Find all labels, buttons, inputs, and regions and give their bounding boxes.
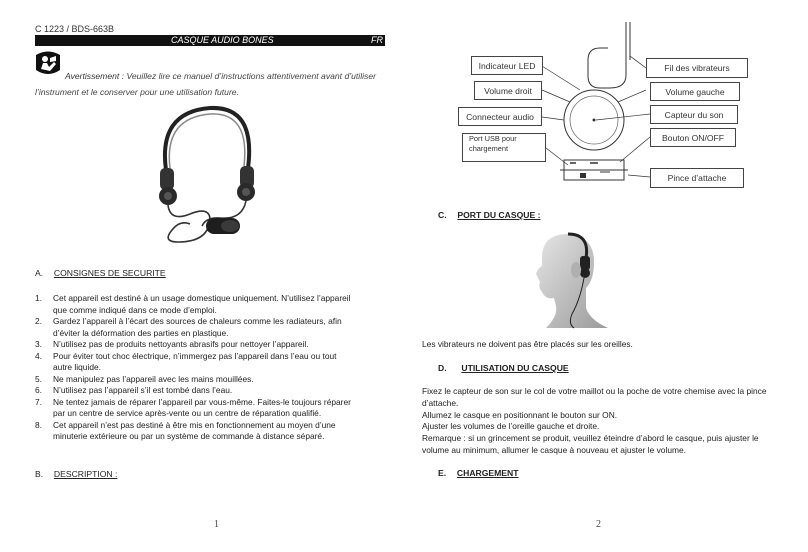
usage-line: Allumez le casque en positionnant le bouton sur ON.	[422, 409, 618, 420]
section-d-title: UTILISATION DU CASQUE	[461, 363, 569, 373]
warning-label: Avertissement :	[65, 71, 125, 81]
section-b-heading	[35, 469, 117, 479]
section-a-letter: A.	[35, 268, 44, 278]
label-usb-port: Port USB pour chargement	[462, 133, 546, 162]
label-led-indicator: Indicateur LED	[471, 56, 543, 75]
list-item: 8. Cet appareil n’est pas destiné à être mis en fonctionnement au moyen d’une minuterie extérieure ou par un système de commande à distance séparé.	[35, 419, 336, 441]
usage-line: Fixez le capteur de son sur le col de votre maillot ou la poche de votre chemise avec la pince	[422, 386, 767, 396]
section-b-title: DESCRIPTION :	[53, 469, 118, 479]
vibrators-note: Les vibrateurs ne doivent pas être placés sur les oreilles.	[422, 339, 633, 349]
warning-paragraph	[35, 68, 387, 100]
section-a-title: CONSIGNES DE SECURITE	[53, 268, 166, 278]
list-item: 3. N’utilisez pas de produits nettoyants abrasifs pour nettoyer l’appareil.	[35, 339, 309, 349]
section-e-letter: E.	[438, 468, 447, 478]
list-item: 5. Ne manipulez pas l’appareil avec les mains mouillées.	[35, 373, 254, 384]
section-a-heading	[35, 268, 166, 278]
label-volume-left: Volume gauche	[650, 82, 740, 101]
label-clip: Pince d’attache	[650, 168, 744, 188]
page-title: CASQUE AUDIO BONES	[171, 35, 274, 45]
usage-line: volume au minimum, allumer le casque à nouveau et ajuster le volume.	[422, 444, 686, 455]
section-e-title: CHARGEMENT	[456, 468, 519, 478]
section-d-heading	[438, 363, 569, 373]
list-item: 2. Gardez l’appareil à l’écart des sources de chaleurs comme les radiateurs, afin d’éviter la déformation des parties en plastique.	[35, 316, 342, 338]
section-c-title: PORT DU CASQUE :	[457, 210, 541, 220]
label-volume-right: Volume droit	[474, 81, 542, 100]
warning-text: Veuillez lire ce manuel d’instructions attentivement avant d’utiliser l’instrument et le conserver pour une utilisation future.	[35, 71, 376, 97]
list-item: 7. Ne tentez jamais de réparer l’appareil par vous-même. Faites-le toujours réparer par un centre de service après-vente ou un centre de réparation qualifié.	[35, 396, 351, 418]
model-number: C 1223 / BDS-663B	[35, 24, 115, 34]
list-item: 1. Cet appareil est destiné à un usage domestique uniquement. N’utilisez l’appareil que comme indiqué dans ce mode d’emploi.	[35, 293, 351, 315]
usage-line: Remarque : si un grincement se produit, veuillez éteindre d’abord le casque, puis ajuster le	[422, 433, 759, 444]
section-c-letter: C.	[438, 210, 447, 220]
label-on-off-button: Bouton ON/OFF	[650, 128, 736, 147]
section-e-heading	[438, 468, 519, 478]
page-number-2: 2	[596, 519, 601, 530]
list-item: 4. Pour éviter tout choc électrique, n’immergez pas l’appareil dans l’eau ou tout autre liquide.	[35, 350, 337, 372]
safety-list	[35, 293, 375, 443]
label-vibrator-wire: Fil des vibrateurs	[646, 58, 748, 78]
usage-line: Ajuster les volumes de l’oreille gauche et droite.	[422, 421, 600, 432]
usage-paragraph	[422, 386, 792, 457]
head-wearing-headset-illustration	[528, 228, 610, 332]
section-c-heading	[438, 210, 540, 220]
usage-line: d’attache.	[422, 397, 459, 408]
headphones-illustration	[150, 102, 310, 252]
label-sound-sensor: Capteur du son	[650, 105, 738, 124]
page-number-1: 1	[214, 519, 219, 530]
title-bar	[35, 35, 385, 46]
list-item: 6. N’utilisez pas l’appareil s’il est tombé dans l’eau.	[35, 385, 233, 395]
label-audio-connector: Connecteur audio	[458, 107, 542, 126]
language-code: FR	[371, 35, 383, 45]
section-d-letter: D.	[438, 363, 447, 373]
section-b-letter: B.	[35, 469, 44, 479]
